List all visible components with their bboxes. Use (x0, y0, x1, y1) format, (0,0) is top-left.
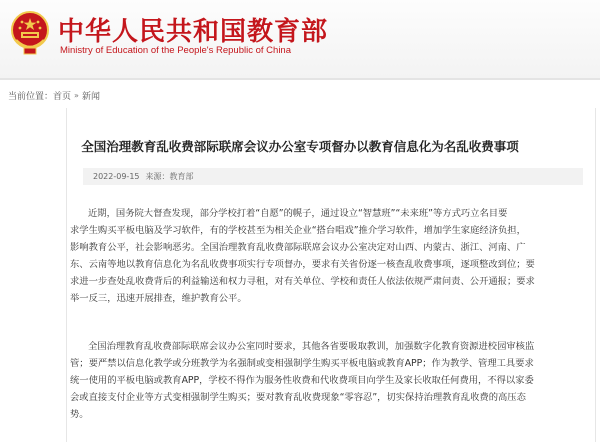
paragraph-line: 全国治理教育乱收费部际联席会议办公室同时要求，其他各省要吸取教训，加强数字化教育资源进校园审核监 (88, 341, 535, 352)
paragraph-line: 东、云南等地以教育信息化为名乱收费事项实行专项督办，要求有关省份逐一核查乱收费事项，逐项整改到位；要 (70, 259, 535, 270)
breadcrumb (8, 88, 100, 102)
paragraph-line: 势。 (70, 409, 89, 420)
paragraph-line: 会或直接支付企业等方式变相强制学生购买；要对教育乱收费现象“零容忍”，切实保持治理教育乱收费的高压态 (70, 392, 526, 403)
article-title: 全国治理教育乱收费部际联席会议办公室专项督办以教育信息化为名乱收费事项 (81, 139, 519, 154)
breadcrumb-prefix: 当前位置： (8, 91, 54, 102)
site-title[interactable]: 中华人民共和国教育部 (58, 17, 329, 47)
breadcrumb-home-link[interactable]: 首页 (53, 91, 72, 102)
breadcrumb-news-link[interactable]: 新闻 (81, 91, 100, 102)
paragraph-line: 求学生购买平板电脑及学习软件，有的学校甚至为相关企业“搭台唱戏”推介学习软件，增加学生家庭经济负担， (70, 225, 526, 236)
paragraph-line: 统一使用的平板电脑或教育APP，学校不得作为服务性收费和代收费项目向学生及家长收取任何费用，不得以家委 (70, 375, 534, 386)
paragraph-line: 近期，国务院大督查发现，部分学校打着“自愿”的幌子，通过设立“智慧班”“未来班”等方式巧立名目要 (88, 208, 508, 219)
national-emblem-icon[interactable] (10, 10, 50, 56)
article-date: 2022-09-15 (93, 172, 140, 181)
breadcrumb-separator-icon: » (74, 90, 79, 100)
article-paragraph-2 (70, 338, 535, 423)
site-subtitle: Ministry of Education of the People's Republic of China (60, 45, 291, 56)
paragraph-line: 求进一步查处乱收费背后的利益输送和权力寻租，对有关单位、学校和责任人依法依规严肃问责、公开通报；要求 (70, 276, 535, 287)
paragraph-line: 影响教育公平，社会影响恶劣。全国治理教育乱收费部际联席会议办公室决定对山西、内蒙古、浙江、河南、广 (70, 242, 526, 253)
site-header (0, 0, 600, 78)
paragraph-line: 举一反三，迅速开展排查，维护教育公平。 (70, 293, 247, 304)
article-meta (83, 168, 583, 185)
paragraph-line: 管；要严禁以信息化教学或分班教学为名强制或变相强制学生购买平板电脑或教育APP；作为教学、管理工具要求 (70, 358, 534, 369)
article-source: 来源：教育部 (145, 172, 194, 181)
article-paragraph-1 (70, 205, 535, 307)
header-divider (0, 78, 600, 80)
